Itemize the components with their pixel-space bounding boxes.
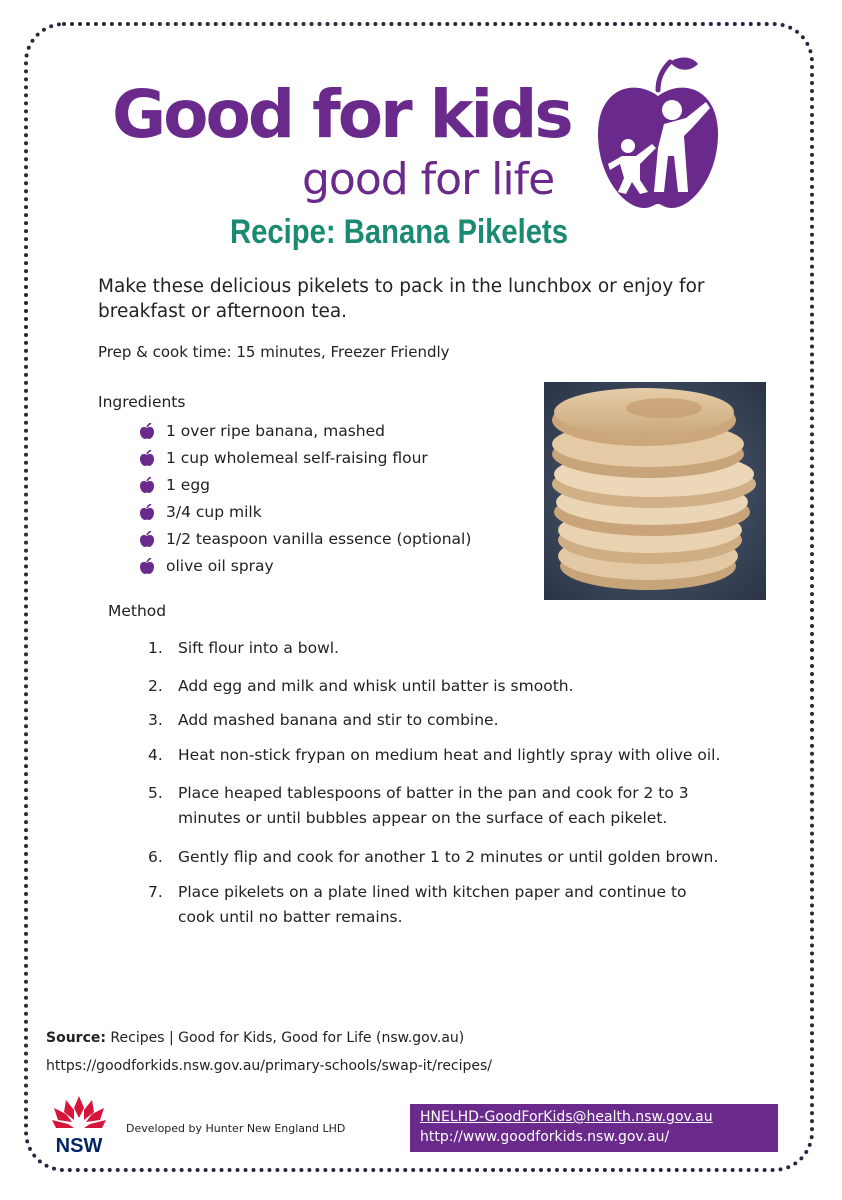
apple-bullet-icon bbox=[140, 477, 166, 493]
ingredient-item bbox=[140, 444, 471, 471]
ingredient-item bbox=[140, 552, 471, 579]
ingredient-text: 3/4 cup milk bbox=[166, 502, 262, 521]
method-step bbox=[148, 743, 788, 768]
source-label: Source: bbox=[46, 1030, 106, 1046]
brand-title: Good for kids bbox=[112, 76, 571, 153]
ingredient-item bbox=[140, 525, 471, 552]
contact-email-link[interactable]: HNELHD-GoodForKids@health.nsw.gov.au bbox=[420, 1109, 713, 1125]
ingredient-item bbox=[140, 471, 471, 498]
prep-time: Prep & cook time: 15 minutes, Freezer Friendly bbox=[98, 343, 450, 361]
method-step bbox=[148, 708, 788, 733]
method-heading: Method bbox=[108, 602, 167, 620]
recipe-intro: Make these delicious pikelets to pack in the lunchbox or enjoy for breakfast or afternoon tea. bbox=[98, 276, 705, 322]
step-text-block bbox=[178, 781, 689, 831]
apple-bullet-icon bbox=[140, 504, 166, 520]
step-text-block bbox=[178, 880, 687, 930]
method-step bbox=[148, 845, 788, 870]
step-number: 6. bbox=[148, 848, 163, 866]
apple-bullet-icon bbox=[140, 558, 166, 574]
source-text: Recipes | Good for Kids, Good for Life (nsw.gov.au) bbox=[105, 1030, 465, 1046]
contact-website-link[interactable]: http://www.goodforkids.nsw.gov.au/ bbox=[420, 1129, 670, 1145]
developed-by: Developed by Hunter New England LHD bbox=[126, 1122, 346, 1135]
method-step bbox=[148, 880, 788, 930]
method-step bbox=[148, 636, 788, 661]
step-number: 7. bbox=[148, 883, 163, 901]
apple-bullet-icon bbox=[140, 531, 166, 547]
source-url[interactable]: https://goodforkids.nsw.gov.au/primary-schools/swap-it/recipes/ bbox=[46, 1058, 493, 1074]
ingredient-text: 1 cup wholemeal self-raising flour bbox=[166, 448, 428, 467]
pikelets-photo bbox=[544, 382, 766, 600]
ingredients-list bbox=[140, 417, 471, 579]
brand-subtitle: good for life bbox=[302, 154, 555, 205]
step-text: cook until no batter remains. bbox=[178, 908, 403, 926]
ingredient-item bbox=[140, 417, 471, 444]
ingredients-heading: Ingredients bbox=[98, 393, 186, 411]
step-number: 5. bbox=[148, 784, 163, 802]
apple-logo-icon bbox=[594, 52, 722, 212]
recipe-title: Recipe: Banana Pikelets bbox=[230, 213, 569, 251]
step-text: Place pikelets on a plate lined with kitchen paper and continue to bbox=[178, 883, 687, 901]
method-step bbox=[148, 781, 788, 831]
ingredient-text: 1 over ripe banana, mashed bbox=[166, 421, 385, 440]
step-text: Gently flip and cook for another 1 to 2 minutes or until golden brown. bbox=[178, 848, 719, 866]
nsw-waratah-icon bbox=[44, 1092, 114, 1156]
apple-bullet-icon bbox=[140, 423, 166, 439]
step-number: 1. bbox=[148, 639, 163, 657]
step-text: Sift flour into a bowl. bbox=[178, 639, 339, 657]
ingredient-item bbox=[140, 498, 471, 525]
method-step bbox=[148, 674, 788, 699]
step-number: 3. bbox=[148, 711, 163, 729]
apple-bullet-icon bbox=[140, 450, 166, 466]
step-number: 2. bbox=[148, 677, 163, 695]
contact-box bbox=[410, 1104, 778, 1152]
step-text: minutes or until bubbles appear on the surface of each pikelet. bbox=[178, 809, 668, 827]
step-text: Heat non-stick frypan on medium heat and lightly spray with olive oil. bbox=[178, 746, 721, 764]
source-line bbox=[46, 1030, 464, 1046]
step-text: Add mashed banana and stir to combine. bbox=[178, 711, 499, 729]
step-text: Place heaped tablespoons of batter in the pan and cook for 2 to 3 bbox=[178, 784, 689, 802]
step-text: Add egg and milk and whisk until batter is smooth. bbox=[178, 677, 574, 695]
ingredient-text: olive oil spray bbox=[166, 556, 274, 575]
ingredient-text: 1/2 teaspoon vanilla essence (optional) bbox=[166, 529, 472, 548]
nsw-label: NSW bbox=[55, 1135, 103, 1156]
step-number: 4. bbox=[148, 746, 163, 764]
ingredient-text: 1 egg bbox=[166, 475, 211, 494]
